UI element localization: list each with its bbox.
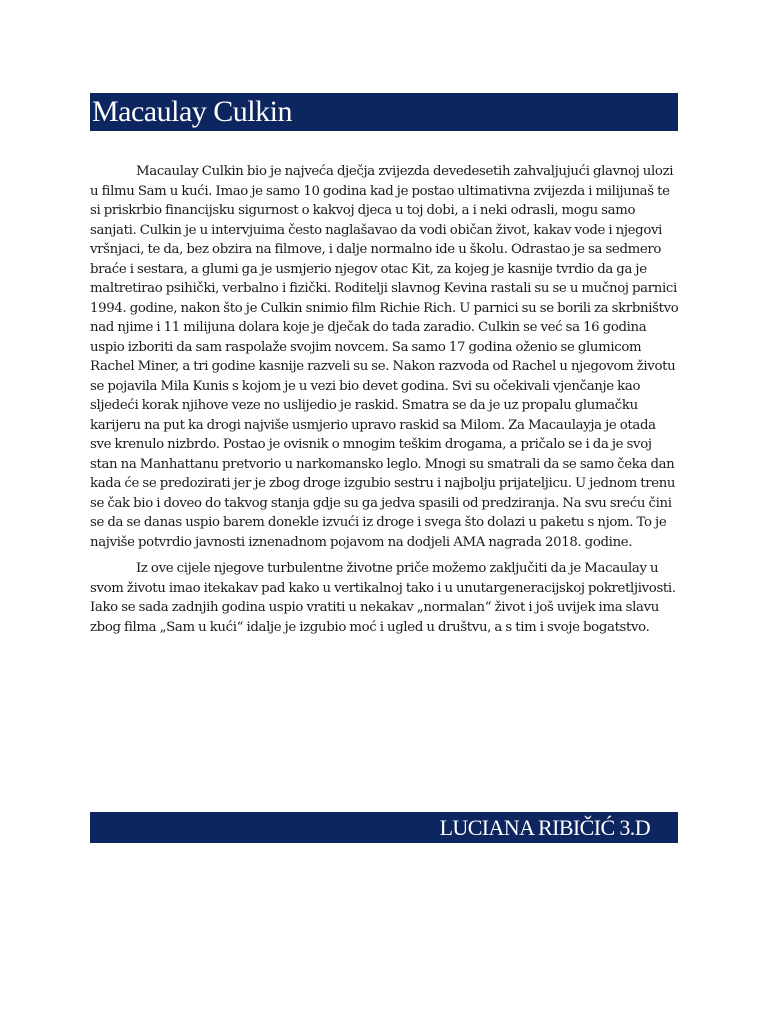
paragraph-1: Macaulay Culkin bio je najveća dječja zvijezda devedesetih zahvaljujući glavnoj ulozi u filmu Sam u kući. Imao je samo 10 godina kad je postao ultimativna zvijezda i milijunaš te si priskrbio financijsku sigurnost o kakvoj djeca u toj dobi, a i neki odrasli, mogu samo sanjati. Culkin je u intervjuima često naglašavao da vodi običan život, kakav vode i njegovi vršnjaci, te da, bez obzira na filmove, i dalje normalno ide u školu. Odrastao je sa sedmero braće i sestara, a glumi ga je usmjerio njegov otac Kit, za kojeg je kasnije tvrdio da ga je maltretirao psihički, verbalno i fizički. Roditelji slavnog Kevina rastali su se u mučnoj parnici 1994. godine, nakon što je Culkin snimio film Richie Rich. U parnici su se borili za skrbništvo nad njime i 11 milijuna dolara koje je dječak do tada zaradio. Culkin se već sa 16 godina uspio izboriti da sam raspolaže svojim novcem. Sa samo 17 godina oženio se glumicom Rachel Miner, a tri godine kasnije razveli su se. Nakon razvoda od Rachel u njegovom životu se pojavila Mila Kunis s kojom je u vezi bio devet godina. Svi su očekivali vjenčanje kao sljedeći korak njihove veze no uslijedio je raskid. Smatra se da je uz propalu glumačku karijeru na put ka drogi najviše usmjerio upravo raskid sa Milom. Za Macaulayja je otada sve krenulo nizbrdo. Postao je ovisnik o mnogim teškim drogama, a pričalo se i da je svoj stan na Manhattanu pretvorio u narkomansko leglo. Mnogi su smatrali da se samo čeka dan kada će se predozirati jer je zbog droge izgubio sestru i najbolju prijateljicu. U jednom trenu se čak bio i doveo do takvog stanja gdje su ga jedva spasili od predziranja. Na svu sreću čini se da se danas uspio barem donekle izvući iz droge i svega što dolazi u paketu s njom. To je najviše potvrdio javnosti iznenadnom pojavom na dodjeli AMA nagrada 2018. godine. bbox=[90, 164, 679, 550]
document-body bbox=[90, 162, 680, 644]
paragraph-2: Iz ove cijele njegove turbulentne životne priče možemo zaključiti da je Macaulay u svom životu imao itekakav pad kako u vertikalnoj tako i u unutargeneracijskoj pokretljivosti. Iako se sada zadnjih godina uspio vratiti u nekakav „normalan“ život i još uvijek ima slavu zbog filma „Sam u kući“ idalje je izgubio moć i ugled u društvu, a s tim i svoje bogatstvo. bbox=[90, 561, 676, 635]
document-title: Macaulay Culkin bbox=[92, 95, 292, 128]
author-name: LUCIANA RIBIČIĆ 3.D bbox=[439, 815, 650, 840]
author-banner bbox=[90, 812, 678, 843]
title-banner bbox=[90, 93, 678, 131]
